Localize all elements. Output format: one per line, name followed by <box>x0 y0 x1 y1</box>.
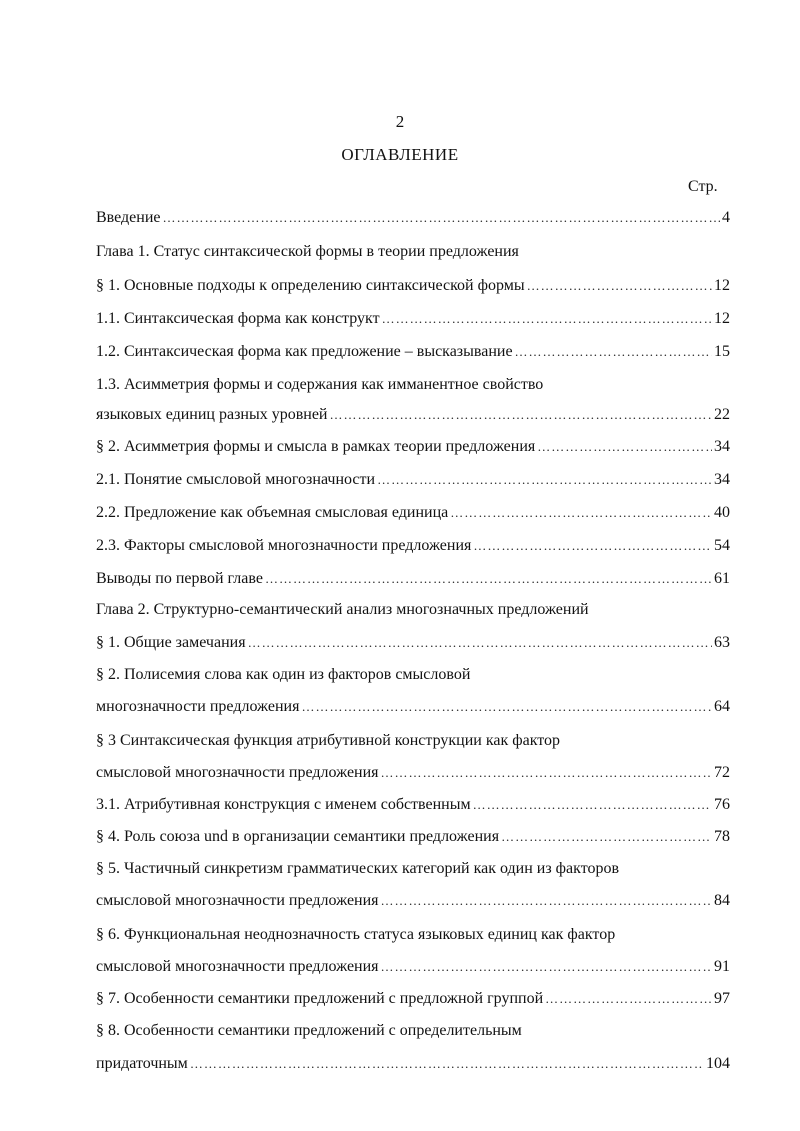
toc-entry-page: 15 <box>714 343 730 360</box>
toc-entry-title: § 8. Особенности семантики предложений с определительным <box>96 1022 522 1039</box>
toc-entry <box>96 827 730 847</box>
toc-entry-title: § 2. Асимметрия формы и смысла в рамках теории предложения <box>96 438 536 455</box>
toc-entry-page: 34 <box>714 438 730 455</box>
toc-entry-title: 2.2. Предложение как объемная смысловая единица <box>96 504 449 521</box>
toc-entry-page: 104 <box>706 1055 730 1072</box>
toc-entry <box>96 536 730 556</box>
toc-entry <box>96 763 730 783</box>
dot-leader <box>190 1054 704 1074</box>
toc-entry <box>96 1021 730 1041</box>
toc-entry <box>96 859 730 879</box>
toc-entry <box>96 437 730 457</box>
toc-entry-page: 40 <box>714 504 730 521</box>
toc-title: ОГЛАВЛЕНИЕ <box>341 145 459 164</box>
toc-entry-title: § 7. Особенности семантики предложений с предложной группой <box>96 990 544 1007</box>
page-number: 2 <box>395 112 405 131</box>
toc-entry-title: 1.3. Асимметрия формы и содержания как имманентное свойство <box>96 376 544 393</box>
toc-entry-page: 64 <box>714 698 730 715</box>
toc-entry <box>96 731 730 751</box>
toc-entry <box>96 309 730 329</box>
toc-entry-title: многозначности предложения <box>96 698 300 715</box>
toc-entry-page: 72 <box>714 764 730 781</box>
toc-entry-title: Глава 2. Структурно-семантический анализ многозначных предложений <box>96 601 589 618</box>
toc-entry-title: § 1. Основные подходы к определению синтаксической формы <box>96 277 525 294</box>
toc-entry <box>96 925 730 945</box>
toc-entry <box>96 697 730 717</box>
toc-entry <box>96 470 730 490</box>
dot-leader <box>382 309 712 329</box>
dot-leader <box>163 208 721 228</box>
toc-entry-title: 2.3. Факторы смысловой многозначности предложения <box>96 537 472 554</box>
toc-entry <box>96 665 730 685</box>
toc-entry <box>96 405 730 425</box>
toc-entry <box>96 600 730 620</box>
toc-entry-title: смысловой многозначности предложения <box>96 958 379 975</box>
dot-leader <box>377 470 712 490</box>
dot-leader <box>248 633 712 653</box>
toc-entry <box>96 276 730 296</box>
toc-entry-title: языковых единиц разных уровней <box>96 406 328 423</box>
dot-leader <box>450 503 712 523</box>
dot-leader <box>265 569 712 589</box>
toc-entry-page: 76 <box>714 796 730 813</box>
toc-entry <box>96 503 730 523</box>
toc-entry-title: § 6. Функциональная неоднозначность статуса языковых единиц как фактор <box>96 926 616 943</box>
toc-entry-title: 1.2. Синтаксическая форма как предложение – высказывание <box>96 343 513 360</box>
toc-entry-title: § 1. Общие замечания <box>96 634 246 651</box>
toc-entry-title: § 2. Полисемия слова как один из факторов смысловой <box>96 666 471 683</box>
toc-entry-title: смысловой многозначности предложения <box>96 892 379 909</box>
dot-leader <box>381 957 712 977</box>
dot-leader <box>545 989 712 1009</box>
toc-entry-page: 78 <box>714 828 730 845</box>
toc-entry-title: Выводы по первой главе <box>96 570 263 587</box>
toc-entry-title: придаточным <box>96 1055 188 1072</box>
toc-entry <box>96 989 730 1009</box>
toc-entry-title: 1.1. Синтаксическая форма как конструкт <box>96 310 380 327</box>
toc-entry <box>96 795 730 815</box>
toc-entry <box>96 957 730 977</box>
toc-entry-page: 84 <box>714 892 730 909</box>
toc-entry-page: 34 <box>714 471 730 488</box>
toc-entry-title: Введение <box>96 209 161 226</box>
toc-entry <box>96 569 730 589</box>
toc-entry-page: 12 <box>714 310 730 327</box>
toc-entry-page: 63 <box>714 634 730 651</box>
toc-entry-page: 54 <box>714 537 730 554</box>
toc-entry-page: 12 <box>714 277 730 294</box>
toc-entry <box>96 342 730 362</box>
toc-entry-title: § 5. Частичный синкретизм грамматических категорий как один из факторов <box>96 860 620 877</box>
dot-leader <box>537 437 712 457</box>
toc-entry <box>96 633 730 653</box>
toc-entry-page: 22 <box>714 406 730 423</box>
toc-entry-title: § 3 Синтаксическая функция атрибутивной конструкции как фактор <box>96 732 561 749</box>
toc-entry-title: Глава 1. Статус синтаксической формы в теории предложения <box>96 243 519 260</box>
dot-leader <box>473 536 712 556</box>
page-column-label: Стр. <box>688 178 718 195</box>
dot-leader <box>381 763 712 783</box>
dot-leader <box>501 827 712 847</box>
dot-leader <box>527 276 712 296</box>
dot-leader <box>381 891 712 911</box>
toc-entry-title: 3.1. Атрибутивная конструкция с именем собственным <box>96 796 471 813</box>
dot-leader <box>515 342 712 362</box>
dot-leader <box>301 697 712 717</box>
toc-entry <box>96 891 730 911</box>
toc-entry <box>96 1054 730 1074</box>
toc-entry-page: 91 <box>714 958 730 975</box>
toc-entry <box>96 208 730 228</box>
toc-entry-page: 4 <box>722 209 730 226</box>
toc-entry-page: 97 <box>714 990 730 1007</box>
toc-entry-title: § 4. Роль союза und в организации семантики предложения <box>96 828 500 845</box>
toc-entry-title: 2.1. Понятие смысловой многозначности <box>96 471 376 488</box>
dot-leader <box>330 405 713 425</box>
toc-entry-title: смысловой многозначности предложения <box>96 764 379 781</box>
dot-leader <box>473 795 712 815</box>
toc-entry-page: 61 <box>714 570 730 587</box>
toc-entry <box>96 242 730 262</box>
toc-entry <box>96 375 730 395</box>
